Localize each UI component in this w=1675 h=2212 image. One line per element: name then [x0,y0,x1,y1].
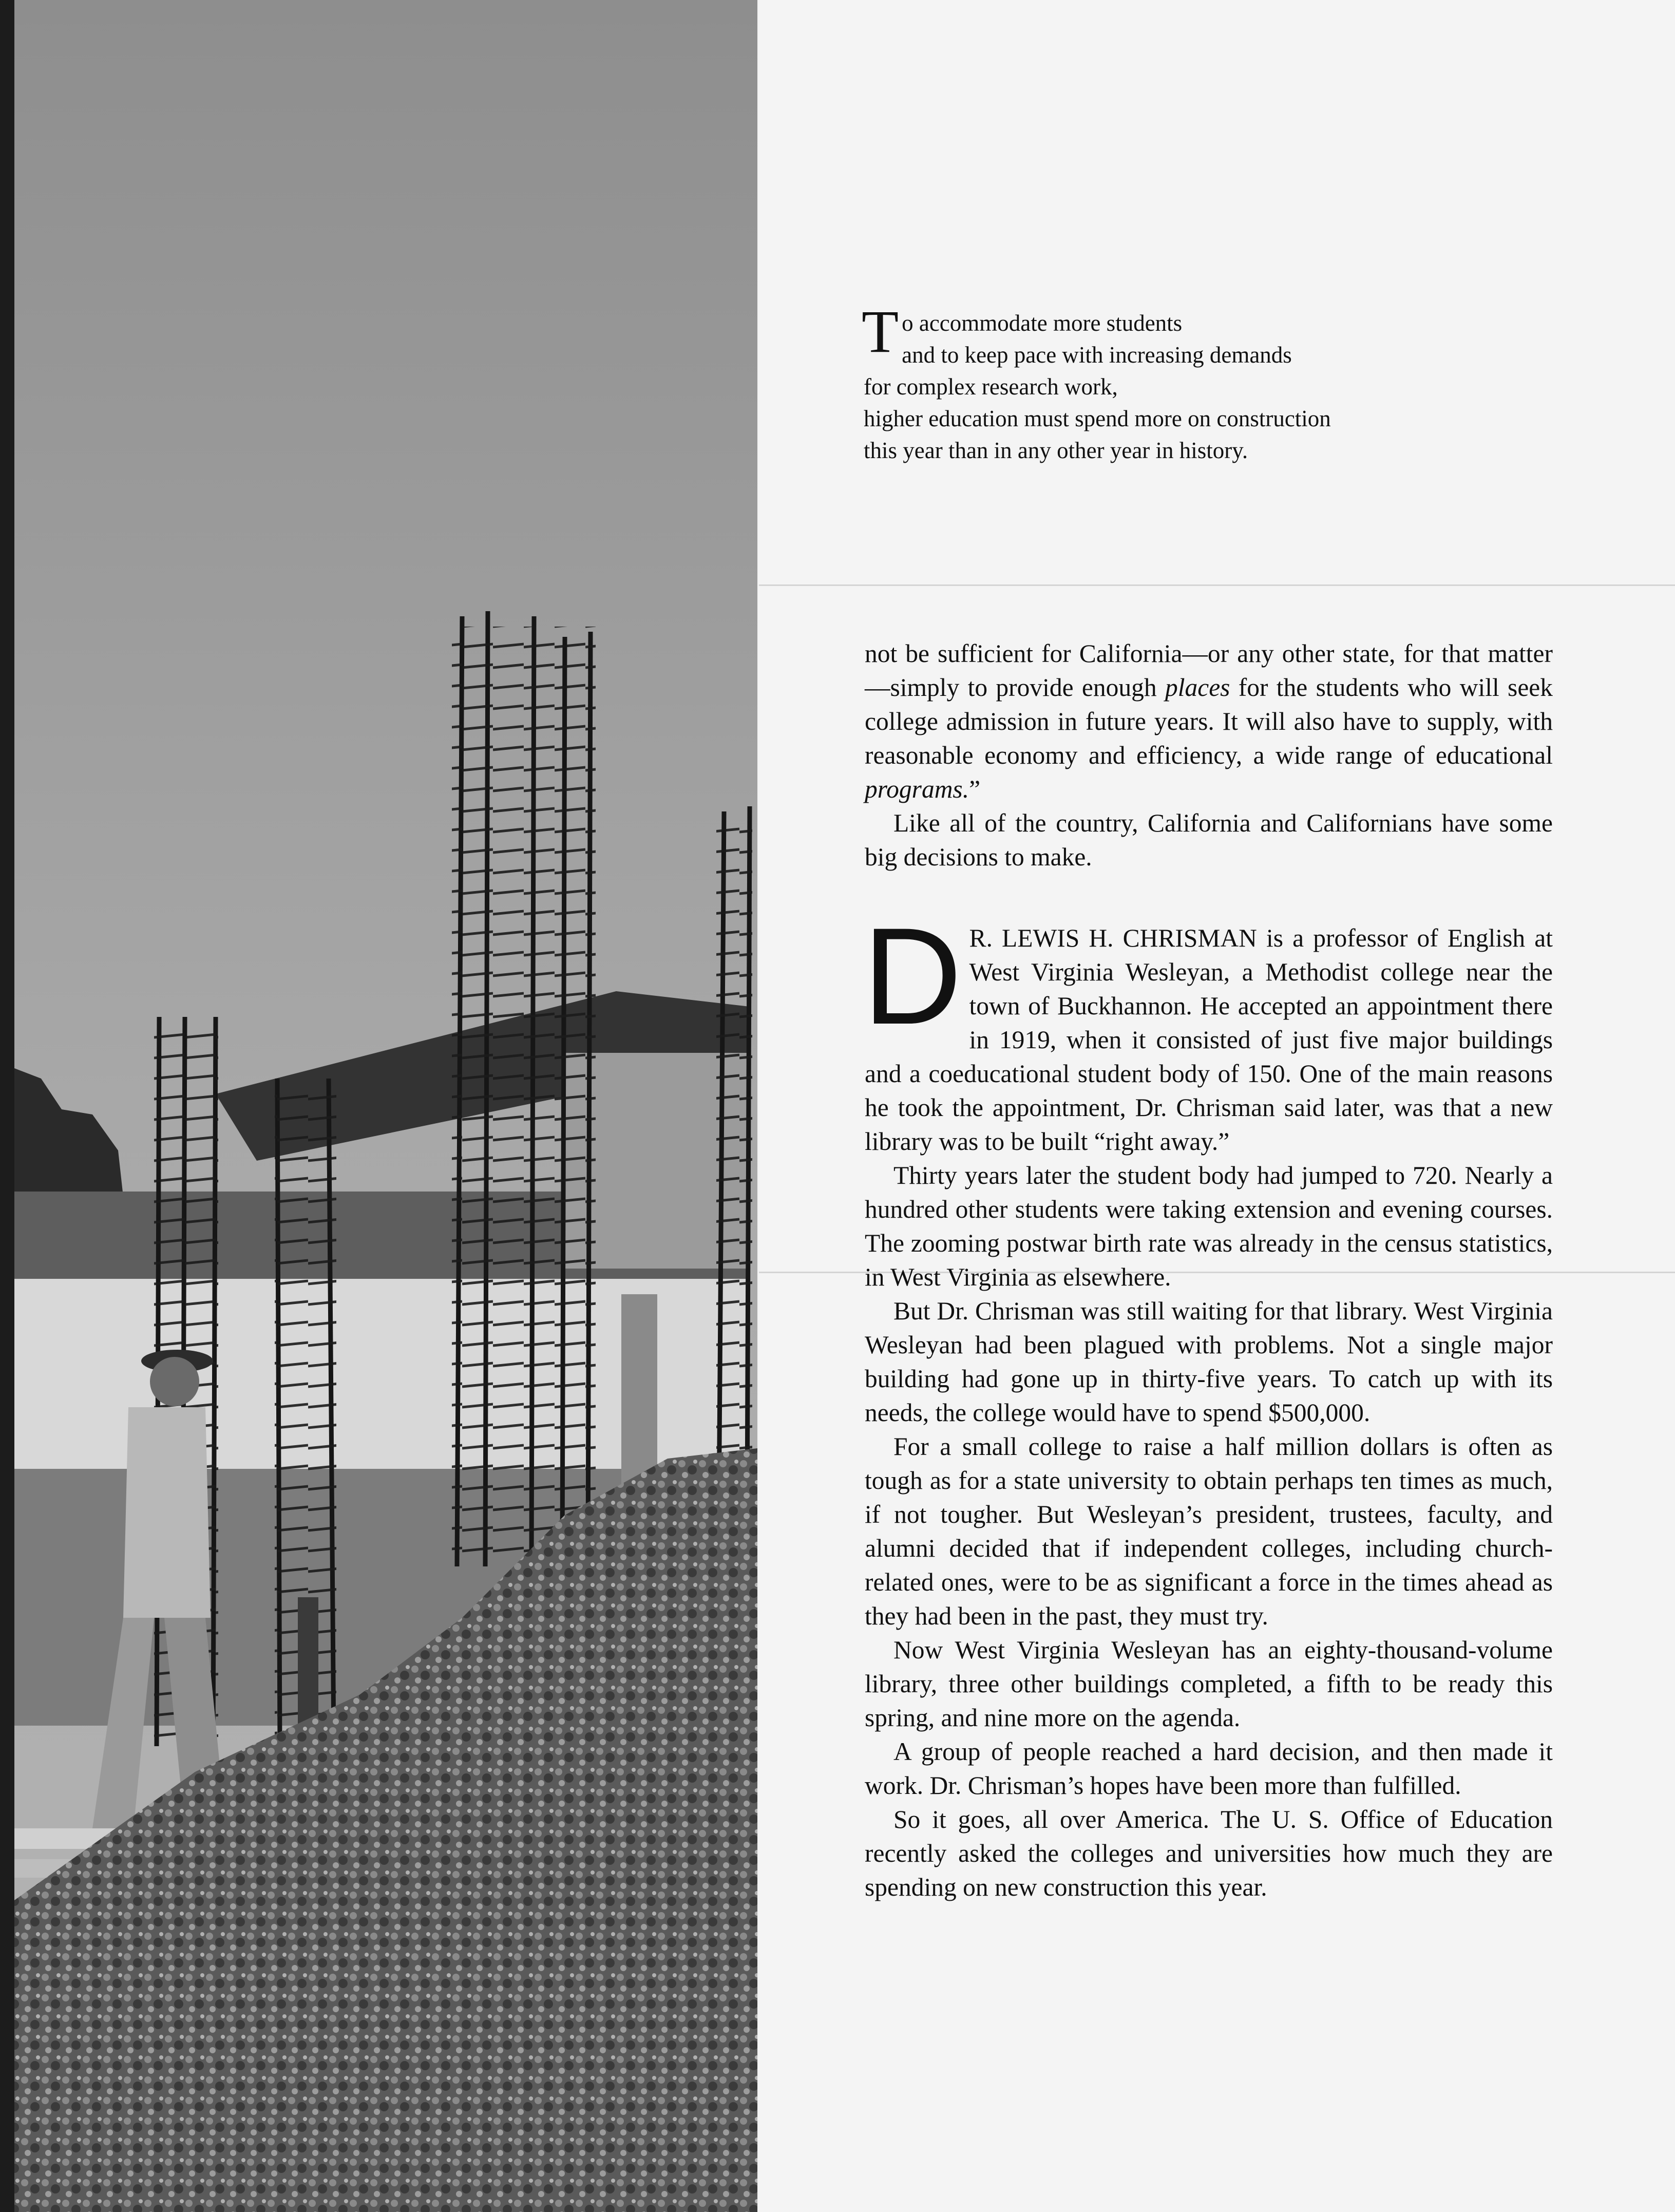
paragraph: Now West Virginia Wesleyan has an eighty-thousand-volume library, three other buildings completed, a fifth to be ready this spring, and nine more on the agenda. [865,1636,1553,1732]
paragraph: not be sufficient for California—or any other state, for that matter—simply to provide enough places for the students who will seek college admission in future years. It will also have to supply, with reasonable economy and efficiency, a wide range of educational programs.” [865,639,1553,803]
paragraph: Thirty years later the student body had jumped to 720. Nearly a hundred other students were taking extension and evening courses. The zooming postwar birth rate was already in the census statistics, in West Virginia as elsewhere. [865,1161,1553,1291]
paragraph: A group of people reached a hard decision, and then made it work. Dr. Chrisman’s hopes have been more than fulfilled. [865,1737,1553,1800]
article-body [865,637,1553,1904]
paragraph: But Dr. Chrisman was still waiting for that library. West Virginia Wesleyan had been plagued with problems. Not a single major building had gone up in thirty-five years. To catch up with its needs, the college would have to spend $500,000. [865,1297,1553,1427]
intro-line: and to keep pace with increasing demands [902,342,1292,368]
paragraph: Like all of the country, California and Californians have some big decisions to make. [865,809,1553,871]
page-fold-divider [759,584,1675,586]
intro-dropcap: T [862,298,899,365]
construction-photo [0,0,757,2212]
paragraph: So it goes, all over America. The U. S. Office of Education recently asked the colleges and universities how much they are spending on new construction this year. [865,1805,1553,1901]
intro-line: higher education must spend more on construction [864,406,1331,431]
construction-site-photo-icon [0,0,757,2212]
intro-line: this year than in any other year in history. [864,438,1248,463]
intro-line: for complex research work, [864,374,1118,400]
paragraph: For a small college to raise a half million dollars is often as tough as for a state university to obtain perhaps ten times as much, if not tougher. But Wesleyan’s president, trustees, faculty, and alumni decided that if independent colleges, including church-related ones, were to be as significant a force in the times ahead as they had been in the past, they must try. [865,1432,1553,1630]
article-dropcap: D [863,899,962,1053]
intro-blurb [862,298,1480,466]
intro-line: o accommodate more students [902,310,1183,336]
paragraph: D R. LEWIS H. CHRISMAN is a professor of English at West Virginia Wesleyan, a Methodist college near the town of Buckhannon. He accepted an appointment there in 1919, when it consisted of just five major buildings and a coeducational student body of 150. One of the main reasons he took the appointment, Dr. Chrisman said later, was that a new library was to be built “right away.” [863,899,1553,1156]
